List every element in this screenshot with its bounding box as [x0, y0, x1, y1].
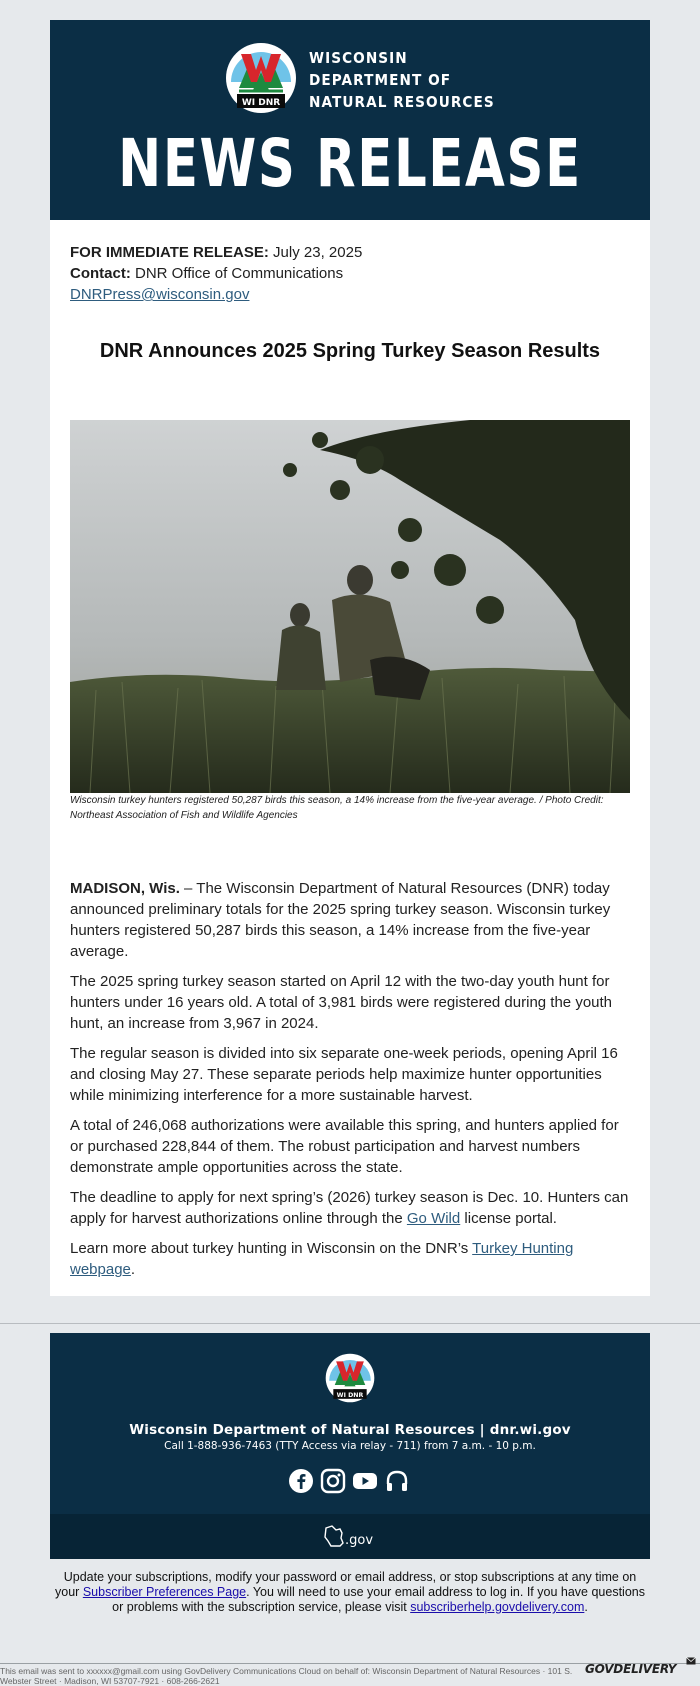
logo-badge-text: WI DNR — [241, 98, 281, 108]
hunters-photo — [70, 420, 630, 793]
youtube-icon[interactable] — [352, 1468, 378, 1494]
news-release-title: NEWS RELEASE — [118, 125, 582, 202]
email-card — [50, 20, 650, 1296]
facebook-icon[interactable] — [288, 1468, 314, 1494]
footer — [50, 1333, 650, 1514]
subscriber-help-link[interactable]: subscriberhelp.govdelivery.com — [410, 1600, 585, 1614]
hunters-in-field-image — [70, 420, 630, 793]
paragraph-1 — [70, 878, 635, 962]
subscriber-preferences-link[interactable]: Subscriber Preferences Page — [82, 1585, 247, 1599]
press-email-link[interactable]: DNRPress@wisconsin.gov — [70, 286, 250, 303]
paragraph-6 — [70, 1238, 635, 1280]
release-label: FOR IMMEDIATE RELEASE: — [70, 244, 269, 261]
section-divider — [0, 1323, 700, 1324]
footer-org-line: Wisconsin Department of Natural Resources | dnr.wi.gov — [129, 1422, 571, 1438]
wi-dnr-logo-icon — [225, 42, 297, 114]
paragraph-5-tail: license portal. — [460, 1210, 557, 1227]
paragraph-2: The 2025 spring turkey season started on April 12 with the two-day youth hunt for hunters under 16 years old. A total of 3,981 birds were registered during the youth hunt, an increase from 3,967 in 2024. — [70, 973, 613, 1032]
news-release-header — [50, 20, 650, 220]
paragraph-6-text: Learn more about turkey hunting in Wisconsin on the DNR’s — [70, 1240, 473, 1257]
legal-footer: This email was sent to xxxxxx@gmail.com using GovDelivery Communications Cloud on behalf of: Wisconsin Department of Natural Resources · 101 S. Webster Street · Madison, WI 53707-7921 · 608-266-2621 — [0, 1666, 573, 1686]
release-date: July 23, 2025 — [268, 244, 363, 261]
org-name — [309, 47, 495, 113]
govdelivery-logo[interactable]: GOVDELIVERY — [585, 1662, 677, 1676]
social-icons — [288, 1468, 412, 1494]
footer-call-line: Call 1-888-936-7463 (TTY Access via relay - 711) from 7 a.m. - 10 p.m. — [164, 1440, 536, 1452]
podcast-icon[interactable] — [384, 1468, 410, 1494]
contact-value: DNR Office of Communications — [130, 265, 344, 282]
paragraph-1-text: – The Wisconsin Department of Natural Resources (DNR) today announced preliminary totals for the 2025 spring turkey season. Wisconsin turkey hunters registered 50,287 birds this season, a 14% increase from the five-year average. — [70, 880, 611, 960]
org-line-2: DEPARTMENT OF — [309, 71, 452, 89]
article-body — [70, 878, 635, 1289]
dnr-logo — [225, 42, 495, 114]
release-line — [70, 242, 630, 263]
release-meta — [70, 242, 630, 305]
subscription-text-1: Update your subscriptions, modify your password or email address, or stop subscriptions at any time on your — [55, 1570, 637, 1599]
subscription-text-2: . You will need to use your email address to log in. If you have questions or problems with the subscription service, please visit — [112, 1585, 645, 1614]
paragraph-4: A total of 246,068 authorizations were available this spring, and hunters applied for or purchased 228,844 of them. The robust participation and harvest numbers demonstrate ample opportunities across the state. — [70, 1117, 619, 1176]
dotgov-text: .gov — [345, 1533, 374, 1548]
footer-logo-badge-text: WI DNR — [336, 1391, 364, 1399]
org-line-1: WISCONSIN — [309, 49, 408, 67]
go-wild-link[interactable]: Go Wild — [406, 1210, 461, 1227]
footer-wi-dnr-logo-icon[interactable] — [325, 1353, 375, 1403]
subscription-text-3: . — [584, 1600, 588, 1614]
photo-caption: Wisconsin turkey hunters registered 50,287 birds this season, a 14% increase from the five-year average. / Photo Credit: Northeast Association of Fish and Wildlife Agencies — [70, 795, 604, 821]
contact-line — [70, 263, 630, 284]
paragraph-6-tail: . — [130, 1261, 136, 1278]
headline: DNR Announces 2025 Spring Turkey Season Results — [99, 340, 601, 362]
org-line-3: NATURAL RESOURCES — [309, 93, 495, 111]
turkey-hunting-link[interactable]: Turkey Hunting webpage — [70, 1240, 574, 1278]
paragraph-3: The regular season is divided into six separate one-week periods, opening April 16 and closing May 27. These separate periods help maximize hunter opportunities while minimizing interference for a more sustainable harvest. — [70, 1045, 618, 1104]
subscription-notice — [50, 1570, 650, 1615]
contact-label: Contact: — [70, 265, 131, 282]
wisconsin-dotgov-icon[interactable] — [322, 1524, 378, 1550]
dotgov-bar — [50, 1514, 650, 1559]
paragraph-5 — [70, 1187, 635, 1229]
instagram-icon[interactable] — [320, 1468, 346, 1494]
dateline: MADISON, Wis. — [70, 880, 180, 897]
paragraph-5-text: The deadline to apply for next spring’s (2026) turkey season is Dec. 10. Hunters can apply for harvest authorizations online through the — [70, 1189, 629, 1227]
